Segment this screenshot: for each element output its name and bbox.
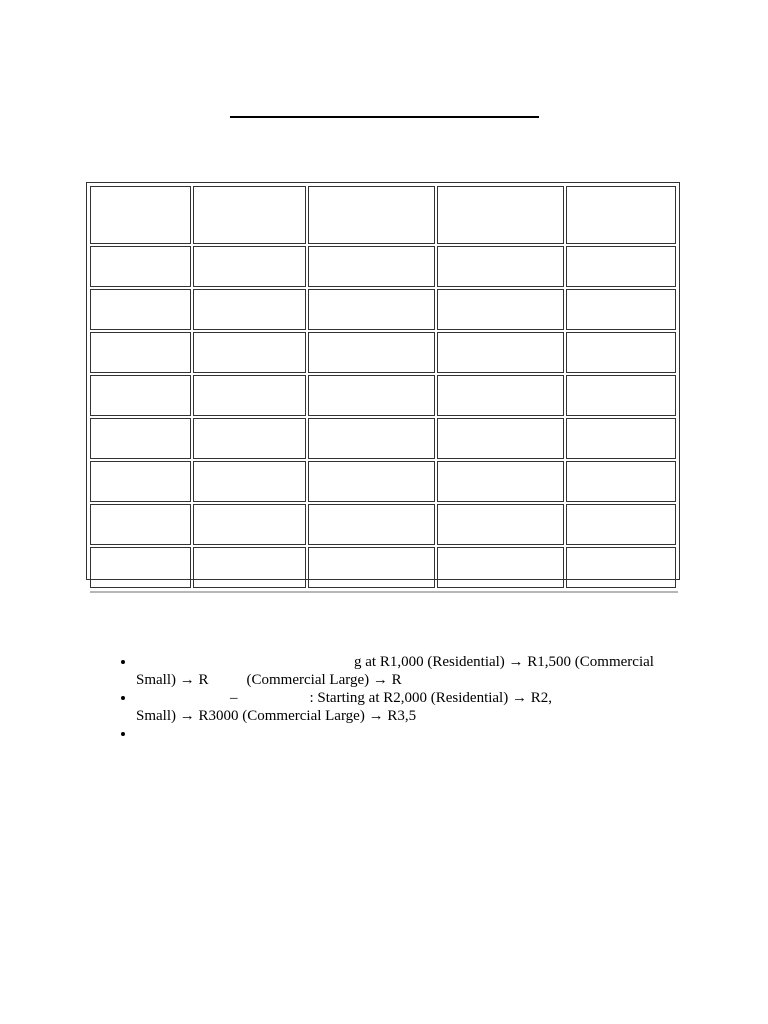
table-cell	[308, 246, 435, 287]
bullet-1-line-2a: Small) → R	[136, 672, 209, 688]
table-cell	[308, 461, 435, 502]
bullet-2-line-2: Small) → R3000 (Commercial Large) → R3,5	[136, 708, 417, 724]
bullet-1-line-1: g at R1,000 (Residential) → R1,500 (Commercial	[354, 654, 654, 670]
table-cell	[566, 418, 676, 459]
table-cell	[90, 504, 191, 545]
bullet-1-line-2b: (Commercial Large) → R	[246, 672, 402, 688]
title-underline	[230, 116, 539, 118]
table-row	[90, 375, 676, 416]
table-cell	[437, 332, 564, 373]
table-row	[90, 461, 676, 502]
table-cell	[308, 375, 435, 416]
table-header-cell	[437, 186, 564, 244]
table-row	[90, 246, 676, 287]
bullet-2-dash: –	[230, 690, 238, 706]
table-cell	[90, 246, 191, 287]
bullet-item-3	[136, 725, 716, 743]
table-cell	[90, 461, 191, 502]
pricing-table	[86, 182, 680, 580]
table-cell	[193, 246, 306, 287]
table-cell	[308, 332, 435, 373]
table-row	[90, 547, 676, 588]
table-header-cell	[193, 186, 306, 244]
table-cell	[90, 289, 191, 330]
table-row	[90, 418, 676, 459]
table-header-cell	[90, 186, 191, 244]
bullet-2-line-1: : Starting at R2,000 (Residential) → R2,	[309, 690, 552, 706]
bullet-item-1	[136, 653, 716, 689]
table-cell	[437, 547, 564, 588]
table-cell	[566, 504, 676, 545]
table-cell	[193, 375, 306, 416]
table-cell	[308, 418, 435, 459]
table-cell	[308, 504, 435, 545]
table-row	[90, 332, 676, 373]
table-row	[90, 504, 676, 545]
table-cell	[437, 418, 564, 459]
table-cell	[566, 289, 676, 330]
horizontal-rule	[90, 591, 678, 593]
table-cell	[308, 547, 435, 588]
table-header-cell	[566, 186, 676, 244]
pricing-grid	[88, 184, 678, 590]
table-cell	[193, 547, 306, 588]
table-cell	[308, 289, 435, 330]
bullet-item-2	[136, 689, 716, 725]
table-cell	[566, 547, 676, 588]
table-cell	[193, 332, 306, 373]
table-cell	[90, 332, 191, 373]
table-cell	[437, 289, 564, 330]
table-cell	[90, 418, 191, 459]
table-cell	[437, 461, 564, 502]
table-cell	[566, 246, 676, 287]
table-cell	[437, 375, 564, 416]
table-cell	[90, 547, 191, 588]
bullet-list	[100, 653, 716, 743]
table-header-row	[90, 186, 676, 244]
table-cell	[193, 504, 306, 545]
table-cell	[566, 332, 676, 373]
table-body	[90, 186, 676, 588]
table-cell	[437, 246, 564, 287]
table-cell	[193, 418, 306, 459]
table-cell	[566, 375, 676, 416]
table-cell	[437, 504, 564, 545]
table-cell	[193, 289, 306, 330]
table-cell	[90, 375, 191, 416]
table-row	[90, 289, 676, 330]
table-header-cell	[308, 186, 435, 244]
table-cell	[566, 461, 676, 502]
table-cell	[193, 461, 306, 502]
